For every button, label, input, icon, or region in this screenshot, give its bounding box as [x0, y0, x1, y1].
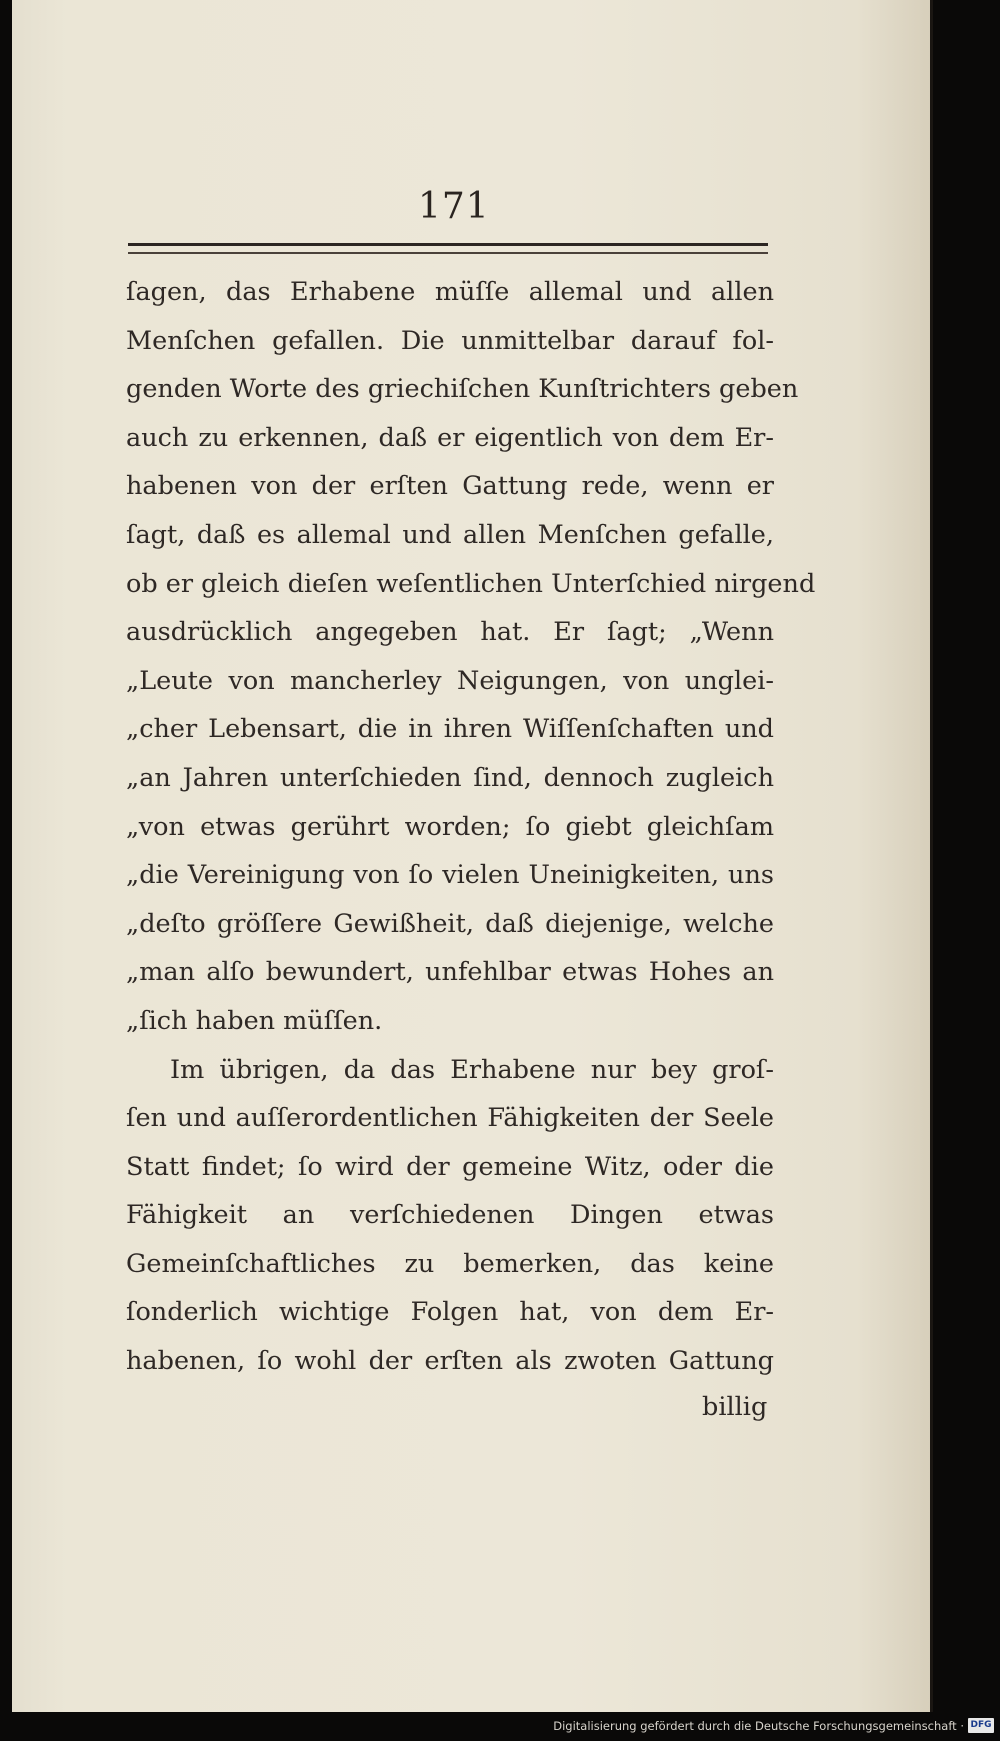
footer-bar — [0, 1712, 1000, 1741]
text-line: „deſto gröſſere Gewißheit, daß diejenige, welche — [126, 908, 774, 939]
text-line: ſonderlich wichtige Folgen hat, von dem Er- — [126, 1297, 774, 1328]
text-line: habenen von der erſten Gattung rede, wenn er — [126, 471, 774, 502]
text-line: ausdrücklich angegeben hat. Er ſagt; „Wenn — [126, 617, 774, 648]
book-page — [12, 0, 933, 1712]
text-line: „cher Lebensart, die in ihren Wiſſenſchaften und — [126, 714, 774, 745]
header-rule — [128, 243, 768, 254]
text-line: „von etwas gerührt worden; ſo giebt gleichſam — [126, 811, 774, 842]
text-line: „die Vereinigung von ſo vielen Uneinigkeiten, uns — [126, 860, 774, 891]
text-line: ſagt, daß es allemal und allen Menſchen gefalle, — [126, 519, 774, 550]
catchword: billig — [702, 1392, 768, 1422]
text-line: ſagen, das Erhabene müſſe allemal und allen — [126, 277, 774, 307]
text-line: Gemeinſchaftliches zu bemerken, das keine — [126, 1248, 774, 1279]
text-line: Menſchen gefallen. Die unmittelbar darauf fol- — [126, 325, 774, 356]
body-text — [126, 268, 816, 1386]
text-line: Statt findet; ſo wird der gemeine Witz, oder die — [126, 1151, 774, 1182]
text-line: „man alſo bewundert, unfehlbar etwas Hohes an — [126, 957, 774, 988]
funding-note: Digitalisierung gefördert durch die Deutsche Forschungsgemeinschaft · — [553, 1719, 964, 1733]
text-line: Im übrigen, da das Erhabene nur bey groſ- — [170, 1054, 774, 1085]
text-line: „Leute von mancherley Neigungen, von unglei- — [126, 665, 774, 696]
dfg-logo-icon: DFG — [968, 1718, 994, 1733]
text-line: „ſich haben müſſen. — [126, 1005, 383, 1036]
text-line: „an Jahren unterſchieden ſind, dennoch zugleich — [126, 762, 774, 793]
text-line: Fähigkeit an verſchiedenen Dingen etwas — [126, 1200, 774, 1231]
text-line: auch zu erkennen, daß er eigentlich von dem Er- — [126, 422, 774, 453]
text-line: ſen und auſſerordentlichen Fähigkeiten der Seele — [126, 1103, 774, 1134]
text-line: ob er gleich dieſen weſentlichen Unterſchied nirgend — [126, 568, 816, 599]
text-line: habenen, ſo wohl der erſten als zwoten Gattung — [126, 1346, 774, 1377]
page-number: 171 — [418, 186, 490, 227]
text-line: genden Worte des griechiſchen Kunſtrichters geben — [126, 374, 799, 405]
